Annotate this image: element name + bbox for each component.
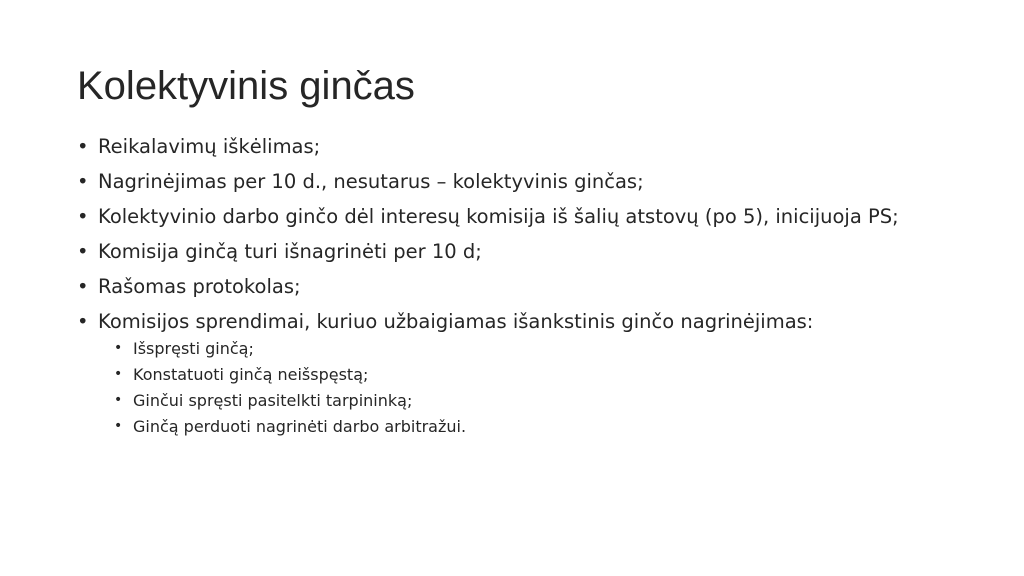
bullet-icon: •: [77, 135, 89, 158]
sub-bullet-list: [98, 339, 977, 436]
list-item: [77, 206, 977, 228]
list-item-text: Kolektyvinio darbo ginčo dėl interesų komisija iš šalių atstovų (po 5), inicijuoja PS;: [98, 205, 899, 228]
bullet-icon: •: [114, 366, 123, 382]
bullet-icon: •: [114, 392, 123, 408]
bullet-list: [77, 136, 977, 443]
sub-list-item-text: Išspręsti ginčą;: [133, 339, 254, 358]
bullet-icon: •: [77, 240, 89, 263]
list-item-text: Komisija ginčą turi išnagrinėti per 10 d;: [98, 240, 482, 263]
sub-list-item: [114, 339, 977, 358]
bullet-icon: •: [77, 275, 89, 298]
sub-list-item-text: Konstatuoti ginčą neišspęstą;: [133, 365, 369, 384]
list-item: [77, 276, 977, 298]
bullet-icon: •: [114, 340, 123, 356]
sub-list-item: [114, 417, 977, 436]
list-item: [77, 171, 977, 193]
bullet-icon: •: [77, 205, 89, 228]
bullet-icon: •: [77, 310, 89, 333]
list-item-text: Rašomas protokolas;: [98, 275, 301, 298]
sub-list-item-text: Ginčą perduoti nagrinėti darbo arbitražui.: [133, 417, 467, 436]
bullet-icon: •: [114, 418, 123, 434]
list-item-text: Reikalavimų iškėlimas;: [98, 135, 321, 158]
sub-list-item-text: Ginčui spręsti pasitelkti tarpininką;: [133, 391, 413, 410]
sub-list-item: [114, 365, 977, 384]
bullet-icon: •: [77, 170, 89, 193]
sub-list-item: [114, 391, 977, 410]
list-item-text: Komisijos sprendimai, kuriuo užbaigiamas išankstinis ginčo nagrinėjimas:: [98, 310, 814, 333]
slide-title: Kolektyvinis ginčas: [77, 64, 415, 108]
list-item: [77, 136, 977, 158]
list-item: [77, 311, 977, 436]
list-item-text: Nagrinėjimas per 10 d., nesutarus – kolektyvinis ginčas;: [98, 170, 644, 193]
list-item: [77, 241, 977, 263]
